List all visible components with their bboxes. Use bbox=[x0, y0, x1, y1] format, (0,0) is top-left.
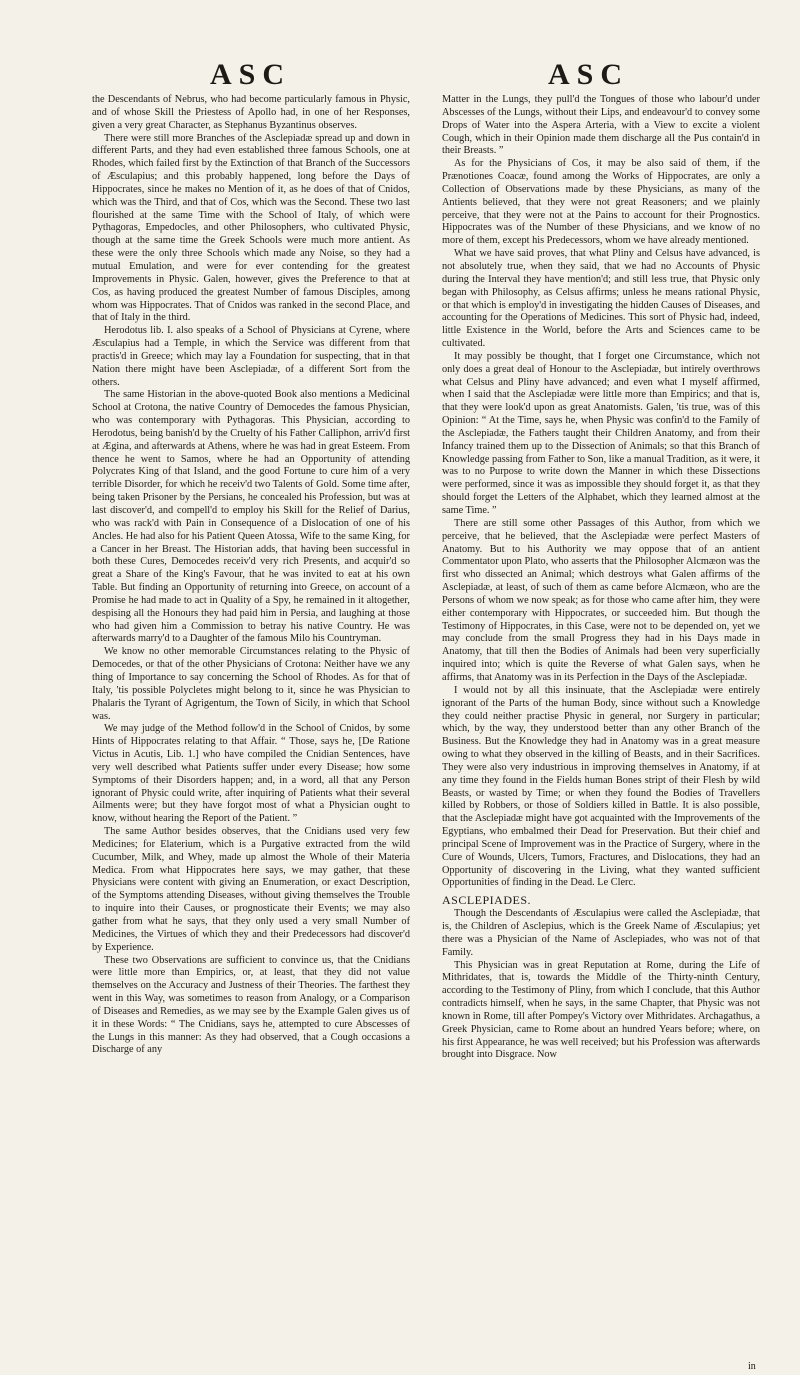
paragraph: The same Historian in the above-quoted Book also mentions a Medicinal School at Crotona, the native Country of Democedes the famous Physician, who was contemporary with Pythagoras. This Physician, according to Herodotus, being banish'd by the Cruelty of his Father Calliphon, arriv'd first at Ægina, and afterwards at Athens, where he was had in great Esteem. From thence he went to Samos, where he had an Opportunity of attending Polycrates King of that Island, and the good Fortune to cure him of a very terrible Disorder, for which he receiv'd two Talents of Gold. Some time after, being taken Prisoner by the Persians, he concealed his Profession, but was at last discover'd, and compell'd to employ his Skill for the Relief of Darius, who was rack'd with Pain in Consequence of a Dislocation of one of his Ancles. He had also for his Patient Queen Atossa, Wife to the same King, for a Cancer in her Breast. The Historian adds, that having been successful in both these Cures, Democedes receiv'd very rich Presents, and acquir'd so great a Share of the King's Favour, that he was invited to eat at his own Table. But finding an Opportunity of returning into Greece, on account of a Promise he had made to act in Quality of a Spy, he remained in it altogether, despising all the Honours they had paid him in Persia, and laughing at those who had given him a Commission to betray his native Country. He was afterwards marry'd to a Daughter of the famous Milo his Countryman. bbox=[92, 389, 410, 645]
paragraph: It may possibly be thought, that I forget one Circumstance, which not only does a great deal of Honour to the Asclepiadæ, but intirely overthrows what Celsus and Pliny have advanced; and even what I myself affirmed, when I said that the Asclepiadæ were little more than Empirics; and that is, that they were look'd upon as great Anatomists. Galen, 'tis true, was of this Opinion: “ At the Time, says he, when Physic was confin'd to the Family of the Asclepiadæ, the Fathers taught their Children Anatomy, and from their Infancy trained them up to the Dissection of Animals; so that this Branch of Knowledge passing from Father to Son, like a manual Tradition, as it were, it was to no Purpose to write down the Manner in which these Dissections were performed, since it was as impossible they should forget it, as that they should forget the Letters of the Alphabet, which they learned almost at the same Time. ” bbox=[442, 350, 761, 516]
paragraph: Though the Descendants of Æsculapius were called the Asclepiadæ, that is, the Children of Asclepius, which is the Greek Name of Æsculapius; yet there was a Physician of the Name of Asclepiades, who was not of that Family. bbox=[442, 908, 760, 958]
paragraph: Herodotus lib. I. also speaks of a School of Physicians at Cyrene, where Æsculapius had a Temple, in which the Service was different from that practis'd in Greece; which may lay a Foundation for suspecting, that in that Nation there might have been Asclepiadæ, of a different Sort from the others. bbox=[92, 325, 410, 388]
paragraph: The same Author besides observes, that the Cnidians used very few Medicines; for Elaterium, which is a Purgative extracted from the wild Cucumber, Milk, and Whey, made up almost the Whole of their Materia Medica. From what Hippocrates here says, we may gather, that these Physicians were content with giving an Enumeration, or exact Description, of the Symptoms attending Diseases, without giving themselves the Trouble to inquire into their Causes, or prognosticate their Events; we may also gather from what he says, that they only used a very small Number of Medicines, the Virtues of which they and their Predecessors had discover'd by Experience. bbox=[92, 826, 410, 953]
running-header bbox=[0, 58, 800, 98]
left-column bbox=[92, 94, 410, 1057]
paragraph: Matter in the Lungs, they pull'd the Tongues of those who labour'd under Abscesses of the Lungs, without their Lips, and endeavour'd to convey some Drops of Water into the Aspera Arteria, with a View to excite a violent Cough, which in their Opinion made them discharge all the Pus contain'd in their Breasts. ” bbox=[442, 94, 760, 157]
paragraph: There were still more Branches of the Asclepiadæ spread up and down in different Parts, and they had even established three famous Schools, one at Rhodes, which failed first by the Extinction of that Branch of the Successors of Æsculapius; and this probably happened, long before the Days of Hippocrates, since he makes no Mention of it, as he does of that of Cnidos, which was the Third, and that of Cos, which was the Second. These two last flourished at the same Time with the School of Italy, of which were Pythagoras, Empedocles, and other Philosophers, who cultivated Physic, though at the same time the Greek Schools were much more antient. As these were the only three Schools which made any Noise, so they had a mutual Emulation, and were for ever contending for the greatest Improvements in Physic. Galen, however, gives the Preference to that at Cos, as having produced the greatest Number of famous Disciples, among whom was Hippocrates. That of Cnidos was ranked in the second Place, and that of Italy in the third. bbox=[92, 132, 410, 324]
paragraph: What we have said proves, that what Pliny and Celsus have advanced, is not absolutely true, when they said, that we had no Accounts of Physic during the Interval they have mention'd; and still less true, that Physic only began with Philosophy, as Celsus affirms; unless he means rational Physic, or that which is employ'd in investigating the hidden Causes of Diseases, and accounting for the Operations of Medicines. This sort of Physic had, indeed, little Existence in the World, before the Arts and Sciences came to be cultivated. bbox=[442, 248, 760, 350]
paragraph: As for the Physicians of Cos, it may be also said of them, if the Prænotiones Coacæ, found among the Works of Hippocrates, are only a Collection of Observations made by these Physicians, as many of the Antients believed, that they were not great Reasoners; and we plainly perceive, that they were not at the Pains to account for their Prognostics. Hippocrates was of the Number of these Physicians, and we know of no more of them, except his Predecessors, whom we have already mentioned. bbox=[442, 158, 760, 247]
paragraph: I would not by all this insinuate, that the Asclepiadæ were entirely ignorant of the Parts of the human Body, since without such a Knowledge they could neither practise Physic in general, nor Surgery in particular; which, by the way, they understood better than any other Branch of the Business. But the Knowledge they had in Anatomy was in a great measure owing to what they observed in the killing of Beasts, and in their Sacrifices. They were also very industrious in improving themselves in Anatomy, if at any time they found in the Fields human Bones stript of their Flesh by wild Beasts, or wasted by Time; or when they found the Bodies of Travellers killed by Robbers, or those of Soldiers killed in Battle. It is also possible, that the Asclepiadæ might have got acquainted with the Improvements of the Egyptians, who embalmed their Dead for Preservation. But their chief and principal Scene of Improvement was in the Practice of Surgery, where in the Cure of Wounds, Ulcers, Tumors, Fractures, and Dislocations, they had an Opportunity of discovering in the Living, what they wanted sufficient Opportunities of finding in the Dead. Le Clerc. bbox=[442, 684, 760, 889]
paragraph: We may judge of the Method follow'd in the School of Cnidos, by some Hints of Hippocrates relating to that Affair. “ Those, says he, [De Ratione Victus in Acutis, Lib. 1.] who have compiled the Cnidian Sentences, have very well described what Patients suffer under every Disease; how some Symptoms of their Disorders happen; and, in a word, all that any Person ignorant of Physic could write, after inquiring of Patients what their several Ailments were; but they have forgot most of what a Physician ought to know, without hearing the Report of the Patient. ” bbox=[92, 723, 410, 825]
paragraph: There are still some other Passages of this Author, from which we perceive, that he believed, that the Asclepiadæ were perfect Masters of Anatomy. But to his Authority we may oppose that of an antient Commentator upon Plato, who asserts that the Philosopher Alcmæon was the first who dissected an Animal; which destroys what Galen affirms of the Asclepiadæ, at least, of such of them as came before Alcmæon, who are the Persons of whom we now speak; as for those who came after him, they were either contemporary with Hippocrates, or succeeded him. But though the Testimony of Hippocrates, in this Case, were not to be depended on, yet we may conclude from the small Progress they had in his Days made in Anatomy, that till then the Bodies of Animals had been very superficially inquired into; which is quite the Reverse of what Galen says, when he affirms, that Anatomy was in its Perfection in the Days of the Asclepiadæ. bbox=[442, 517, 760, 683]
running-head-left: ASC bbox=[210, 58, 292, 91]
paragraph: We know no other memorable Circumstances relating to the Physic of Democedes, or that of the other Physicians of Crotona: Neither have we any thing of Importance to say concerning the School of Rhodes. As for that of Italy, 'tis possible Polycletes might belong to it, since he was Physician to Phalaris the Tyrant of Agrigentum, the Town of Sicily, in which that School was. bbox=[92, 646, 410, 722]
paragraph: This Physician was in great Reputation at Rome, during the Life of Mithridates, that is, towards the Middle of the Thirty-ninth Century, according to the Testimony of Pliny, from which I conclude, that this Author contradicts himself, when he says, in the same Chapter, that Physic was not known in Rome, till after Pompey's Victory over Mithridates. Archagathus, a Greek Physician, came to Rome about an hundred Years before; where, on his first Appearance, he was well received; but his Profession was afterwards brought into Disgrace. Now bbox=[442, 959, 760, 1061]
running-head-right: ASC bbox=[548, 58, 630, 91]
entry-heading: ASCLEPIADES. bbox=[442, 893, 532, 908]
paragraph: These two Observations are sufficient to convince us, that the Cnidians were little more than Empirics, or, at least, that they did not value themselves on the Accuracy and Justness of their Theories. The farthest they went in this Way, was sometimes to reason from Analogy, or a Comparison of Diseases and Remedies, as we may see by the Example Galen gives us of it in these Words: “ The Cnidians, says he, attempted to cure Abscesses of the Lungs in this manner: As they had observed, that a Cough occasions a Discharge of any bbox=[92, 954, 410, 1056]
paragraph: the Descendants of Nebrus, who had become particularly famous in Physic, and of whose Skill the Priestess of Apollo had, in one of her Responses, given a very great Character, as Stephanus Byzantinus observes. bbox=[92, 94, 410, 131]
right-column bbox=[442, 94, 760, 1062]
catchword: in bbox=[748, 1361, 756, 1372]
